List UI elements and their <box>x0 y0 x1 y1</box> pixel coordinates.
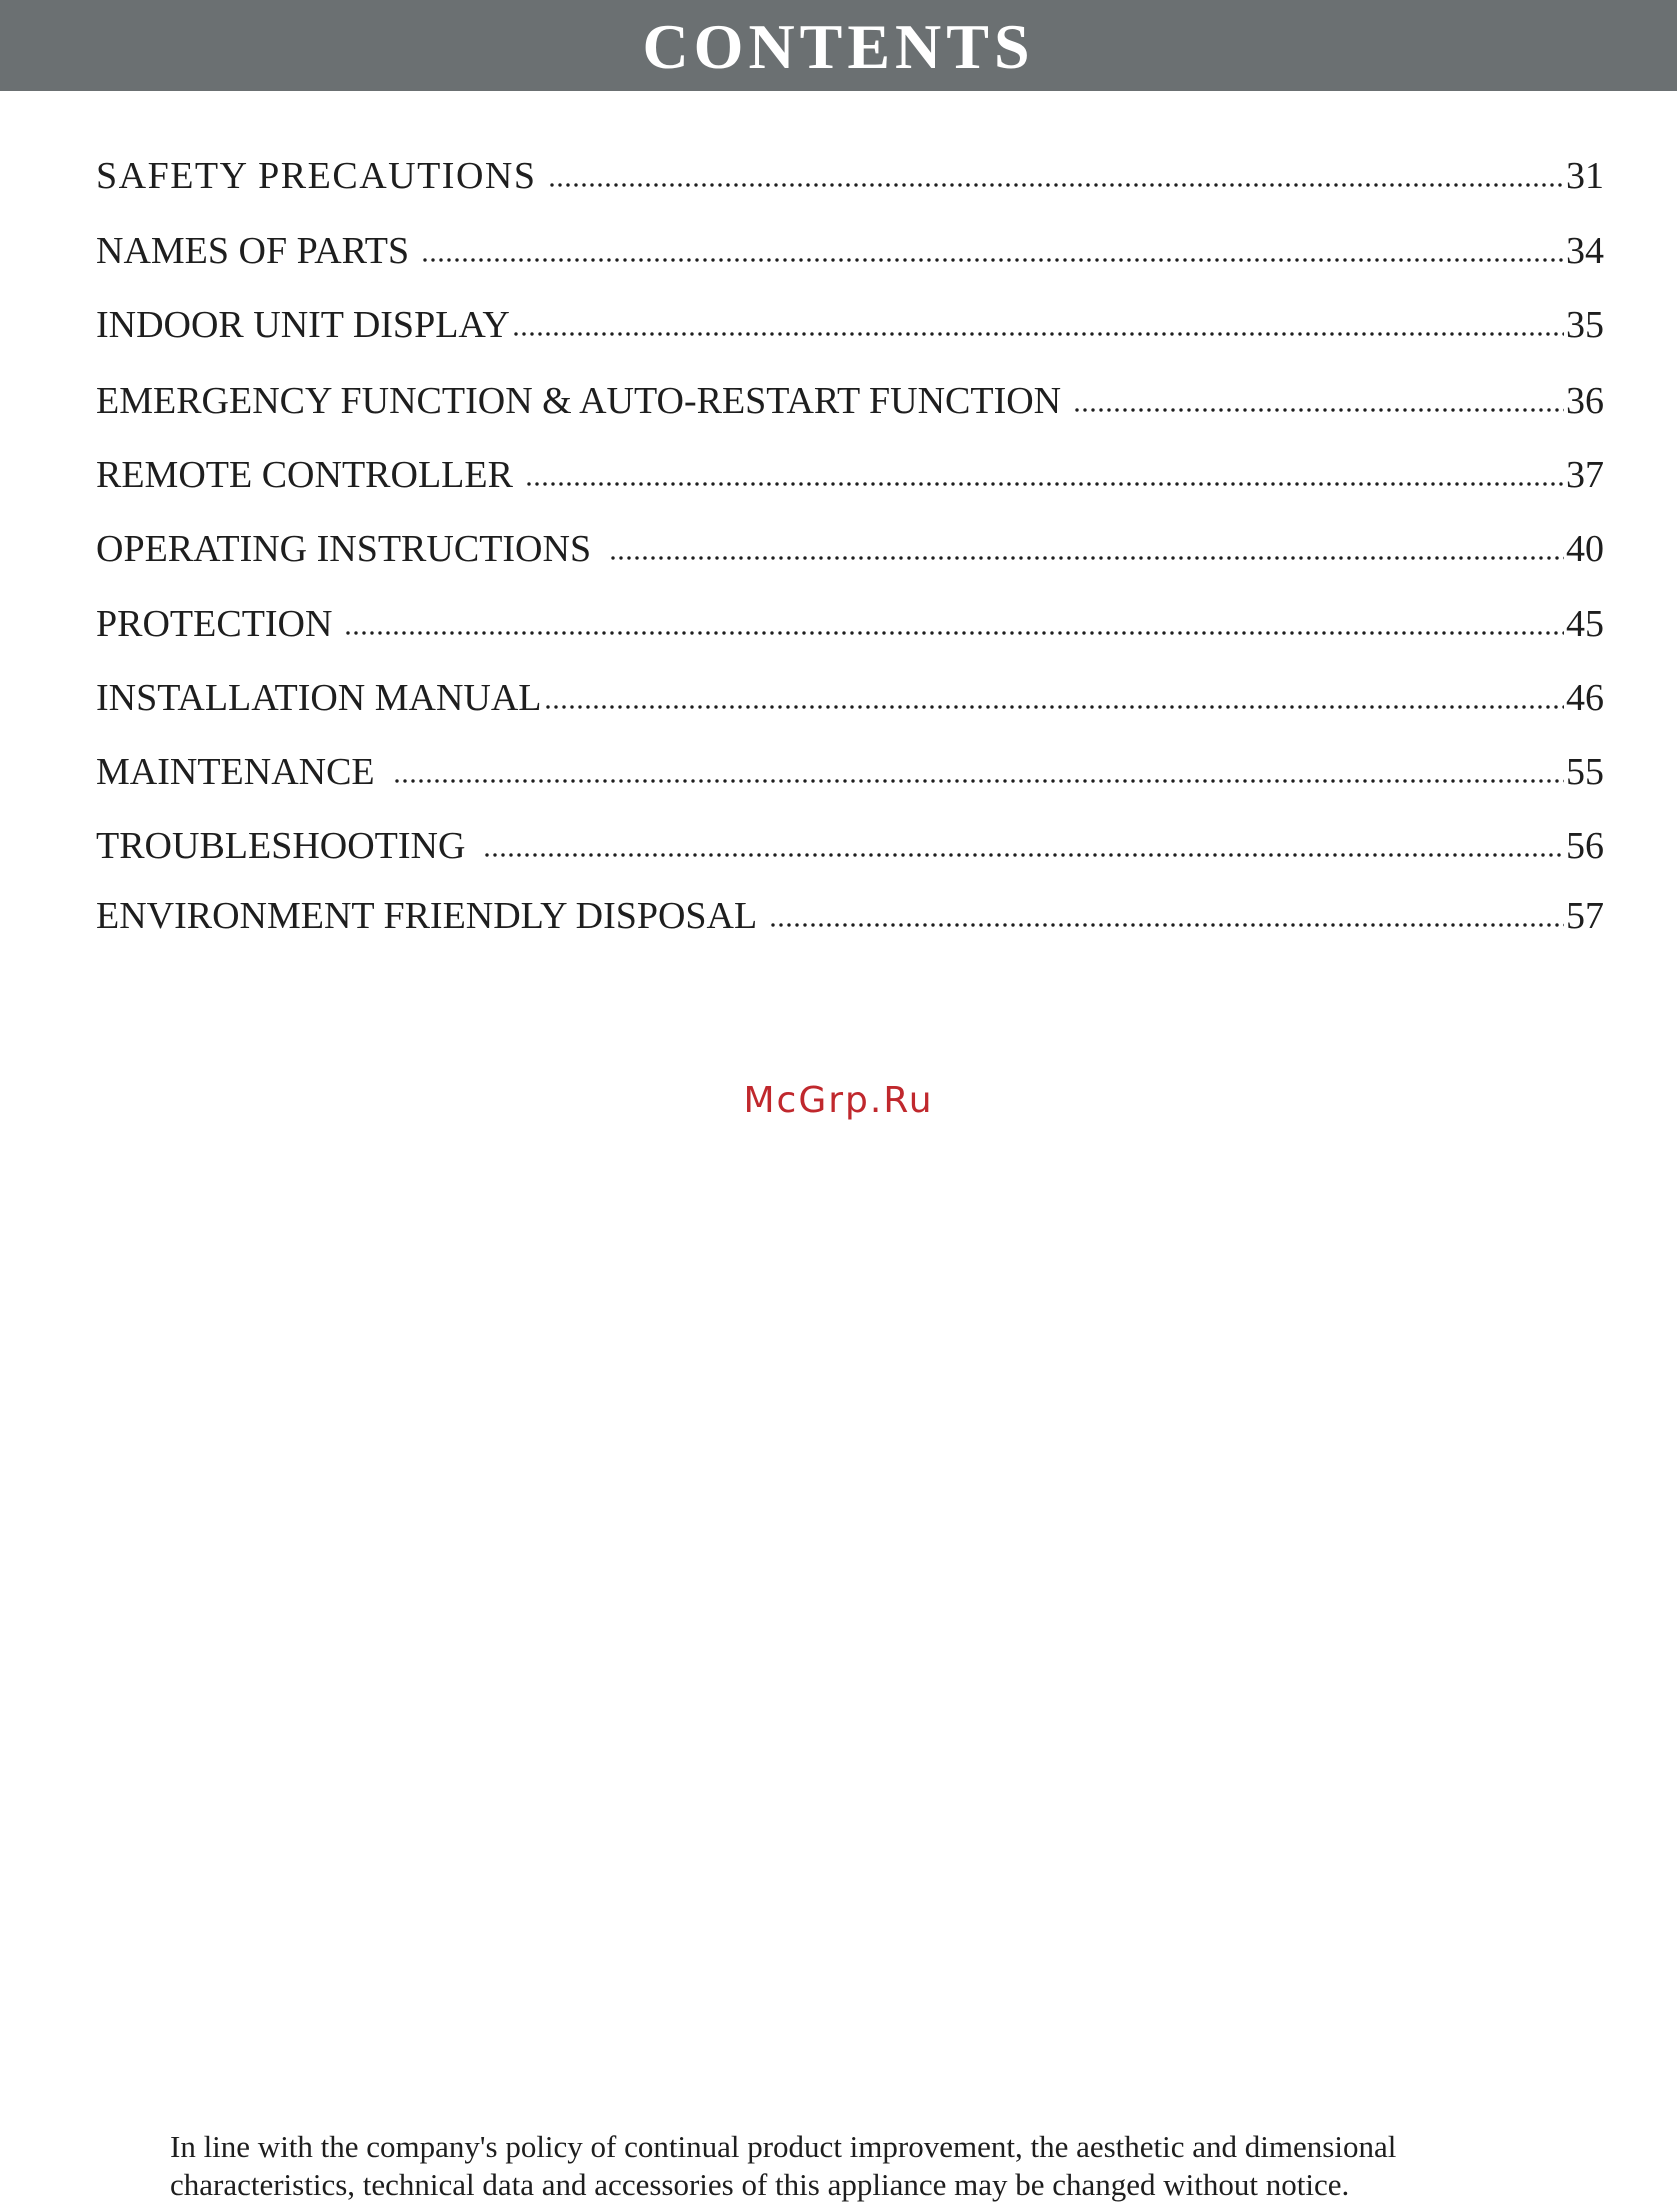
toc-dot-leader <box>483 848 1564 858</box>
toc-entry-page: 46 <box>1566 677 1604 719</box>
toc-entry[interactable] <box>96 451 1604 499</box>
toc-entry-page: 37 <box>1566 454 1604 496</box>
toc-dot-leader <box>769 918 1564 928</box>
toc-dot-leader <box>393 774 1564 784</box>
toc-entry-page: 35 <box>1566 304 1604 346</box>
toc-entry[interactable] <box>96 822 1604 870</box>
toc-entry[interactable] <box>96 748 1604 796</box>
toc-dot-leader <box>421 253 1564 263</box>
watermark: McGrp.Ru <box>743 1080 934 1121</box>
toc-entry-page: 45 <box>1566 603 1604 645</box>
toc-entry[interactable] <box>96 152 1604 200</box>
toc-entry-page: 31 <box>1566 155 1604 197</box>
toc-dot-leader <box>609 551 1564 561</box>
toc-entry[interactable] <box>96 525 1604 573</box>
toc-entry-label: INSTALLATION MANUAL <box>96 677 542 719</box>
toc-entry-label: SAFETY PRECAUTIONS <box>96 155 537 197</box>
toc-entry-label: MAINTENANCE <box>96 751 375 793</box>
toc-dot-leader <box>548 178 1564 188</box>
toc-entry-page: 34 <box>1566 230 1604 272</box>
toc-dot-leader <box>525 477 1564 487</box>
toc-dot-leader <box>512 327 1564 337</box>
toc-dot-leader <box>344 626 1564 636</box>
toc-dot-leader <box>1073 403 1564 413</box>
toc-entry[interactable] <box>96 674 1604 722</box>
toc-entry-label: INDOOR UNIT DISPLAY <box>96 304 510 346</box>
toc-entry-page: 55 <box>1566 751 1604 793</box>
toc-entry[interactable] <box>96 227 1604 275</box>
toc-entry-label: PROTECTION <box>96 603 333 645</box>
page-title: CONTENTS <box>642 10 1035 82</box>
toc-entry[interactable] <box>96 892 1604 940</box>
toc-entry-page: 57 <box>1566 895 1604 937</box>
toc-entry[interactable] <box>96 600 1604 648</box>
footer-line-1: In line with the company's policy of continual product improvement, the aesthetic and dimensional <box>170 2129 1397 2164</box>
footer-disclaimer <box>170 2128 1620 2204</box>
footer-line-2: characteristics, technical data and accessories of this appliance may be changed without notice. <box>170 2167 1350 2202</box>
toc-entry-label: EMERGENCY FUNCTION & AUTO-RESTART FUNCTION <box>96 380 1062 422</box>
toc-entry[interactable] <box>96 377 1604 425</box>
toc-entry-label: ENVIRONMENT FRIENDLY DISPOSAL <box>96 895 758 937</box>
header-bar <box>0 0 1677 91</box>
toc-dot-leader <box>544 700 1564 710</box>
toc-entry-page: 40 <box>1566 528 1604 570</box>
toc-entry-label: REMOTE CONTROLLER <box>96 454 513 496</box>
toc-entry-page: 56 <box>1566 825 1604 867</box>
toc-entry[interactable] <box>96 301 1604 349</box>
toc-entry-page: 36 <box>1566 380 1604 422</box>
toc-entry-label: OPERATING INSTRUCTIONS <box>96 528 592 570</box>
toc-entry-label: NAMES OF PARTS <box>96 230 410 272</box>
toc-entry-label: TROUBLESHOOTING <box>96 825 466 867</box>
